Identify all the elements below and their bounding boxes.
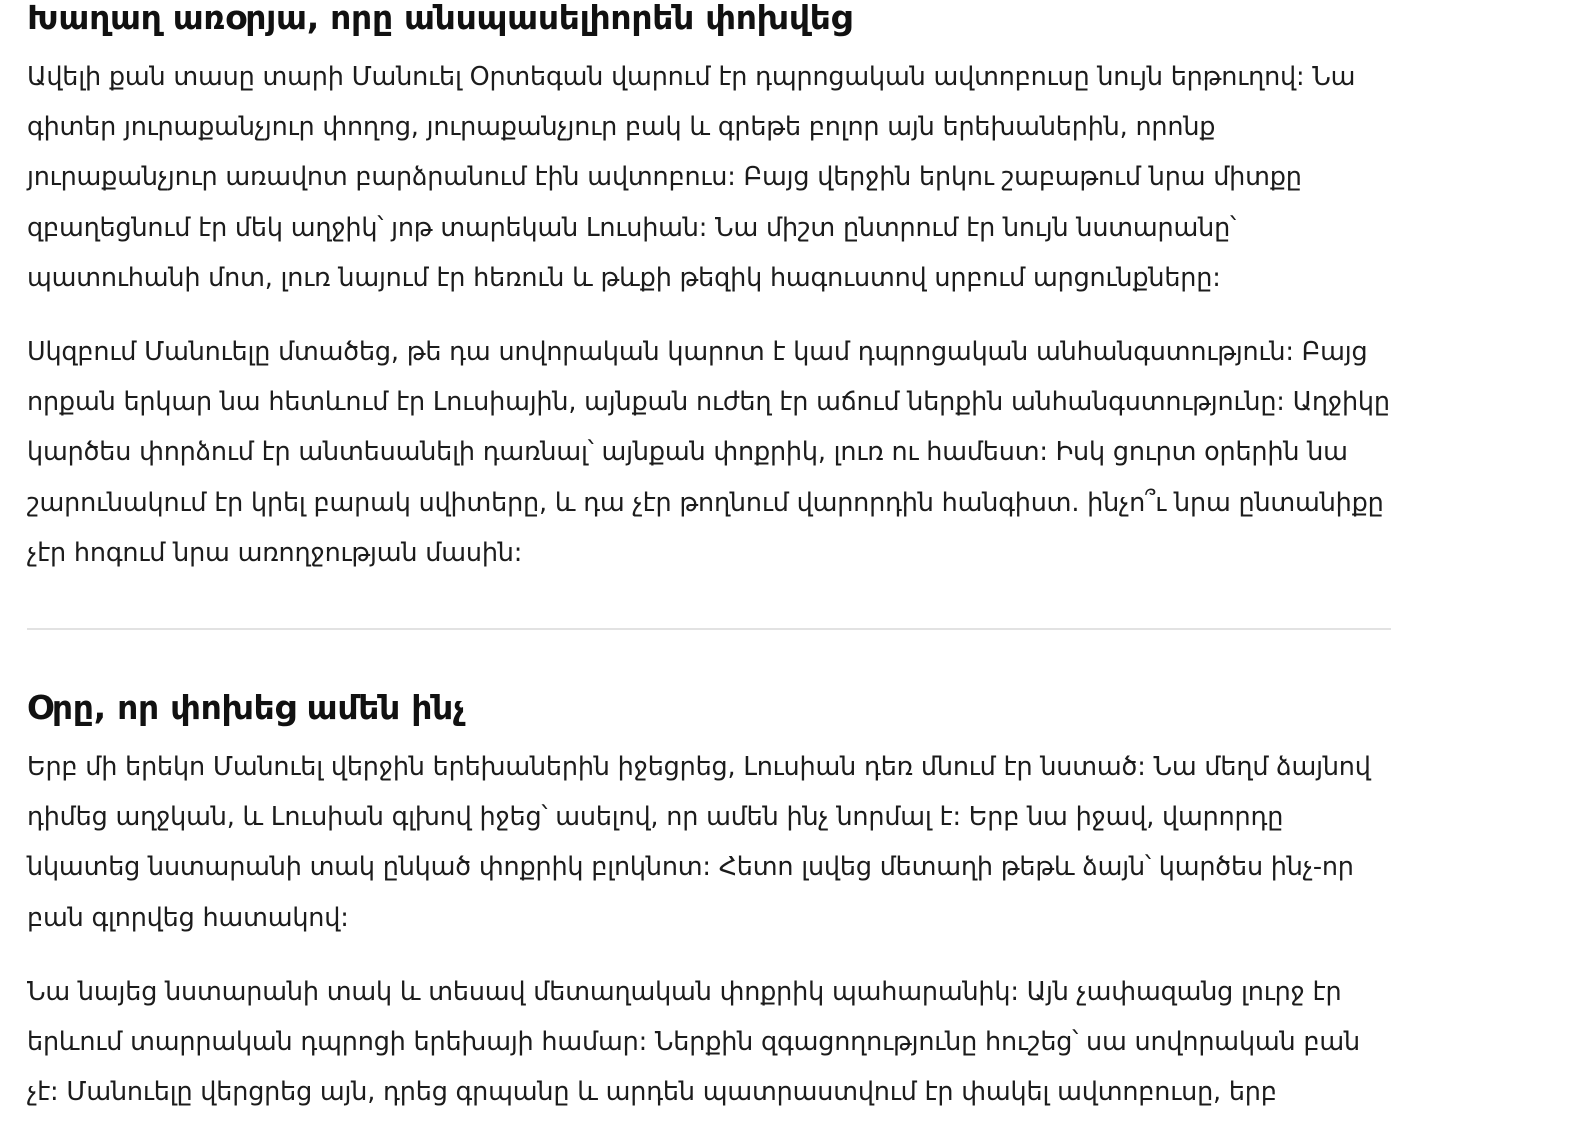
paragraph: Սկզբում Մանուելը մտածեց, թե դա սովորական կարոտ է կամ դպրոցական անհանգստություն: Բայց որքան երկար նա հետևում էր Լուսիային, այնքան ուժեղ էր աճում ներքին անհանգստությունը: Աղջիկը կարծես փորձում էր անտեսանելի դառնալ՝ այնքան փոքրիկ, լուռ ու համեստ: Իսկ ցուրտ օրերին նա շարունակում էր կրել բարակ սվիտերը, և դա չէր թողնում վարորդին հանգիստ. ինչո՞ւ նրա ընտանիքը չէր հոգում նրա առողջության մասին: (27, 337, 1390, 568)
paragraph: Երբ մի երեկո Մանուել վերջին երեխաներին իջեցրեց, Լուսիան դեռ մնում էր նստած: Նա մեղմ ձայնով դիմեց աղջկան, և Լուսիան գլխով իջեց՝ ասելով, որ ամեն ինչ նորմալ է: Երբ նա իջավ, վարորդը նկատեց նստարանի տակ ընկած փոքրիկ բլոկնոտ: Հետո լսվեց մետաղի թեթև ձայն՝ կարծես ինչ-որ բան գլորվեց հատակով: (27, 752, 1371, 933)
section-day-that-changed (27, 674, 1391, 1117)
section-divider (27, 628, 1391, 630)
section-peaceful-routine (27, 0, 1391, 578)
section-heading: Օրը, որ փոխեց ամեն ինչ (27, 688, 465, 728)
section-heading: Խաղաղ առօրյա, որը անսպասելիորեն փոխվեց (27, 0, 852, 37)
paragraph: Ավելի քան տասը տարի Մանուել Օրտեգան վարում էր դպրոցական ավտոբուսը նույն երթուղով: Նա գիտեր յուրաքանչյուր փողոց, յուրաքանչյուր բակ և գրեթե բոլոր այն երեխաներին, որոնք յուրաքանչյուր առավոտ բարձրանում էին ավտոբուս: Բայց վերջին երկու շաբաթում նրա միտքը զբաղեցնում էր մեկ աղջիկ՝ յոթ տարեկան Լուսիան: Նա միշտ ընտրում էր նույն նստարանը՝ պատուհանի մոտ, լուռ նայում էր հեռուն և թևքի թեզիկ հագուստով սրբում արցունքները: (27, 62, 1356, 293)
paragraph: Նա նայեց նստարանի տակ և տեսավ մետաղական փոքրիկ պահարանիկ: Այն չափազանց լուրջ էր երևում տարրական դպրոցի երեխայի համար: Ներքին զգացողությունը հուշեց՝ սա սովորական բան չէ: Մանուելը վերցրեց այն, դրեց գրպանը և արդեն պատրաստվում էր փակել ավտոբուսը, երբ (27, 976, 1360, 1108)
article (27, 0, 1391, 1117)
